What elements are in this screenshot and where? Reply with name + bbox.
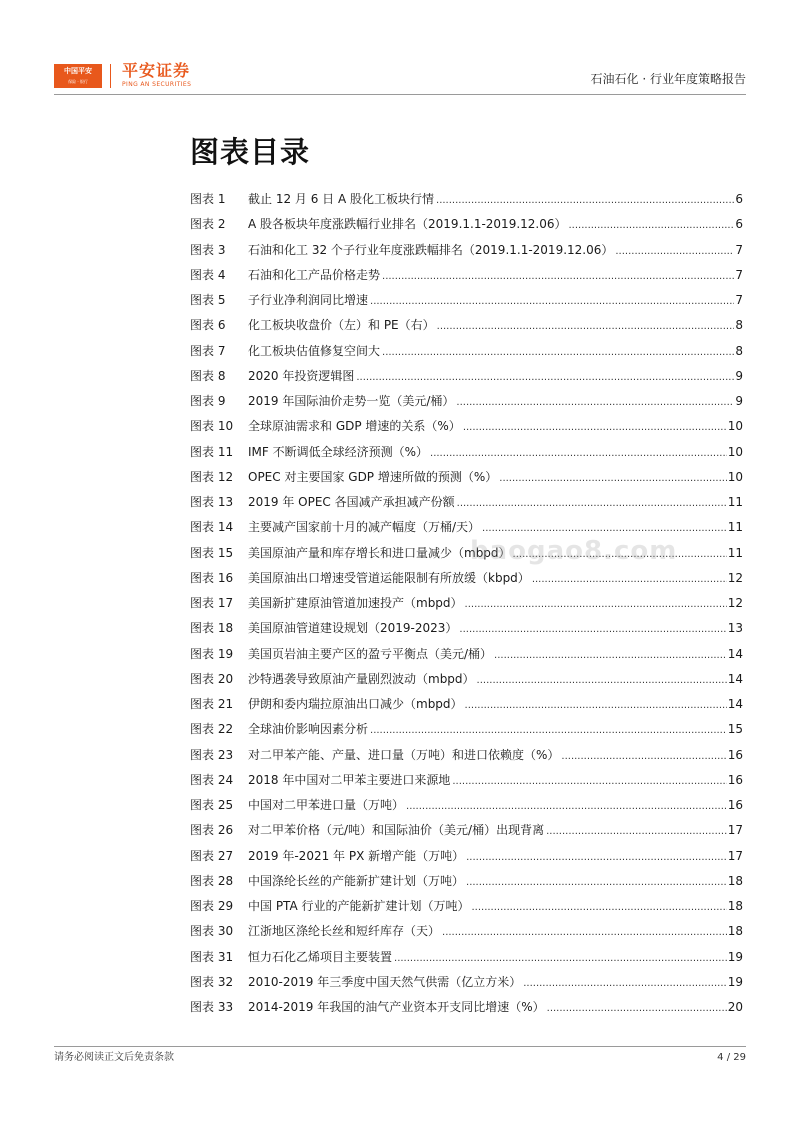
toc-entry-label: 图表 18 — [190, 621, 234, 636]
toc-entry-title[interactable]: 2019 年-2021 年 PX 新增产能（万吨） — [248, 848, 465, 863]
toc-dot-leader — [499, 466, 726, 491]
toc-entry-title[interactable]: 伊朗和委内瑞拉原油出口减少（mbpd） — [248, 697, 463, 711]
toc-entry-page[interactable]: 20 — [727, 1000, 743, 1014]
toc-entry-title[interactable]: 2019 年 OPEC 各国减产承担减产份额 — [248, 495, 455, 509]
toc-entry-page[interactable]: 18 — [727, 899, 743, 913]
toc-entry-page[interactable]: 6 — [735, 217, 743, 232]
toc-dot-leader — [459, 617, 726, 642]
toc-entry[interactable] — [190, 717, 743, 742]
header-divider — [54, 94, 746, 95]
toc-entry[interactable] — [190, 844, 743, 869]
toc-entry-title[interactable]: IMF 不断调低全球经济预测（%） — [248, 444, 429, 459]
toc-entry-label: 图表 25 — [190, 798, 234, 812]
toc-entry[interactable] — [190, 187, 743, 212]
toc-dot-leader — [356, 365, 734, 390]
toc-entry-label: 图表 32 — [190, 974, 234, 989]
toc-entry-page[interactable]: 16 — [727, 772, 743, 787]
toc-entry[interactable] — [190, 793, 743, 818]
toc-entry-label: 图表 30 — [190, 924, 234, 939]
toc-entry-page[interactable]: 12 — [727, 596, 743, 610]
toc-entry-label: 图表 14 — [190, 520, 234, 535]
toc-entry-page[interactable]: 14 — [727, 646, 743, 661]
toc-dot-leader — [477, 668, 727, 693]
toc-entry[interactable] — [190, 818, 743, 843]
toc-entry-label: 图表 5 — [190, 293, 226, 307]
toc-entry[interactable] — [190, 869, 743, 894]
disclaimer: 请务必阅读正文后免责条款 — [54, 1052, 174, 1063]
toc-entry[interactable] — [190, 591, 743, 616]
logo-divider — [110, 64, 111, 88]
brand-english: PING AN SECURITIES — [122, 81, 192, 88]
toc-entry-page[interactable]: 14 — [727, 671, 743, 686]
toc-entry-title[interactable]: 美国页岩油主要产区的盈亏平衡点（美元/桶） — [248, 646, 493, 661]
page-number: 4 / 29 — [717, 1052, 746, 1063]
toc-entry-page[interactable]: 16 — [727, 798, 743, 812]
toc-entry-page[interactable]: 9 — [735, 394, 743, 408]
toc-entry-title[interactable]: 化工板块估值修复空间大 — [248, 343, 381, 358]
toc-entry-label: 图表 23 — [190, 747, 234, 762]
toc-entry-label: 图表 15 — [190, 545, 234, 560]
toc-entry[interactable] — [190, 339, 743, 364]
toc-entry-title[interactable]: 截止 12 月 6 日 A 股化工板块行情 — [248, 192, 435, 206]
toc-entry-label: 图表 33 — [190, 1000, 234, 1014]
toc-entry-label: 图表 3 — [190, 242, 226, 257]
toc-dot-leader — [437, 314, 735, 339]
toc-dot-leader — [452, 769, 726, 794]
toc-entry-title[interactable]: 江浙地区涤纶长丝和短纤库存（天） — [248, 924, 441, 939]
toc-entry-label: 图表 6 — [190, 318, 226, 333]
toc-entry[interactable] — [190, 970, 743, 995]
toc-entry-label: 图表 17 — [190, 596, 234, 610]
toc-entry-title[interactable]: 中国对二甲苯进口量（万吨） — [248, 798, 405, 812]
toc-entry-label: 图表 7 — [190, 343, 226, 358]
toc-entry-label: 图表 11 — [190, 444, 234, 459]
toc-entry-label: 图表 28 — [190, 873, 234, 888]
toc-entry-title[interactable]: 2010-2019 年三季度中国天然气供需（亿立方米） — [248, 974, 522, 989]
toc-entry[interactable] — [190, 313, 743, 338]
toc-entry-label: 图表 2 — [190, 217, 226, 232]
toc-entry-page[interactable]: 19 — [727, 949, 743, 964]
toc-dot-leader — [465, 592, 727, 617]
toc-entry[interactable] — [190, 642, 743, 667]
toc-entry[interactable] — [190, 894, 743, 919]
toc-entry-label: 图表 24 — [190, 772, 234, 787]
logo-subtext: 保险 · 银行 — [68, 79, 88, 84]
pingan-logo — [54, 64, 102, 88]
toc-entry-title[interactable]: 中国 PTA 行业的产能新扩建计划（万吨） — [248, 899, 470, 913]
toc-dot-leader — [561, 744, 726, 769]
toc-entry-title[interactable]: 子行业净利润同比增速 — [248, 293, 369, 307]
toc-entry-page[interactable]: 8 — [735, 343, 743, 358]
toc-entry[interactable] — [190, 945, 743, 970]
toc-entry-page[interactable]: 18 — [727, 924, 743, 939]
toc-entry[interactable] — [190, 288, 743, 313]
toc-dot-leader — [466, 845, 727, 870]
toc-entry[interactable] — [190, 364, 743, 389]
toc-entry-page[interactable]: 11 — [727, 545, 743, 560]
toc-entry-label: 图表 12 — [190, 469, 234, 484]
toc-entry-label: 图表 27 — [190, 848, 234, 863]
toc-entry-title[interactable]: 沙特遇袭导致原油产量剧烈波动（mbpd） — [248, 671, 475, 686]
toc-entry-title[interactable]: 全球油价影响因素分析 — [248, 722, 369, 737]
toc-entry-page[interactable]: 7 — [735, 267, 743, 282]
toc-entry-page[interactable]: 15 — [727, 722, 743, 737]
footer-divider — [54, 1046, 746, 1047]
toc-entry[interactable] — [190, 490, 743, 515]
toc-entry-title[interactable]: 美国新扩建原油管道加速投产（mbpd） — [248, 596, 463, 610]
toc-dot-leader — [394, 946, 727, 971]
toc-dot-leader — [442, 920, 727, 945]
toc-dot-leader — [436, 188, 734, 213]
toc-entry-title[interactable]: 2019 年国际油价走势一览（美元/桶） — [248, 394, 455, 408]
toc-entry-label: 图表 16 — [190, 570, 234, 585]
toc-entry-title[interactable]: A 股各板块年度涨跌幅行业排名（2019.1.1-2019.12.06） — [248, 217, 567, 232]
toc-entry-label: 图表 31 — [190, 949, 234, 964]
page-header — [54, 62, 746, 92]
toc-entry-title[interactable]: 2020 年投资逻辑图 — [248, 368, 355, 383]
toc-entry[interactable] — [190, 414, 743, 439]
toc-entry[interactable] — [190, 389, 743, 414]
toc-entry-label: 图表 10 — [190, 419, 234, 434]
toc-entry-page[interactable]: 9 — [735, 368, 743, 383]
toc-entry[interactable] — [190, 616, 743, 641]
report-type: 石油石化 · 行业年度策略报告 — [590, 72, 746, 86]
toc-entry-title[interactable]: 石油和化工产品价格走势 — [248, 267, 381, 282]
toc-dot-leader — [457, 491, 727, 516]
toc-dot-leader — [569, 213, 735, 238]
toc-entry[interactable] — [190, 440, 743, 465]
toc-entry-page[interactable]: 18 — [727, 873, 743, 888]
toc-entry-title[interactable]: 全球原油需求和 GDP 增速的关系（%） — [248, 419, 461, 434]
toc-dot-leader — [471, 895, 726, 920]
toc-dot-leader — [532, 567, 727, 592]
toc-dot-leader — [465, 693, 727, 718]
toc-entry-page[interactable]: 7 — [735, 242, 743, 257]
toc-entry-label: 图表 1 — [190, 192, 226, 206]
toc-dot-leader — [406, 794, 727, 819]
toc-entry-title[interactable]: 2014-2019 年我国的油气产业资本开支同比增速（%） — [248, 1000, 545, 1014]
toc-entry-label: 图表 21 — [190, 697, 234, 711]
toc-entry-page[interactable]: 16 — [727, 747, 743, 762]
toc-entry-label: 图表 19 — [190, 646, 234, 661]
toc-entry-title[interactable]: OPEC 对主要国家 GDP 增速所做的预测（%） — [248, 469, 498, 484]
toc-entry-title[interactable]: 中国涤纶长丝的产能新扩建计划（万吨） — [248, 873, 465, 888]
toc-entry-page[interactable]: 17 — [727, 848, 743, 863]
toc-entry-title[interactable]: 美国原油出口增速受管道运能限制有所放缓（kbpd） — [248, 570, 530, 585]
toc-entry-label: 图表 13 — [190, 495, 234, 509]
toc-dot-leader — [382, 264, 734, 289]
toc-entry[interactable] — [190, 212, 743, 237]
toc-entry-title[interactable]: 石油和化工 32 个子行业年度涨跌幅排名（2019.1.1-2019.12.06） — [248, 242, 614, 257]
toc-entry-title[interactable]: 恒力石化乙烯项目主要装置 — [248, 949, 393, 964]
toc-entry-label: 图表 9 — [190, 394, 226, 408]
toc-dot-leader — [547, 996, 727, 1021]
toc-dot-leader — [523, 971, 726, 996]
toc-entry[interactable] — [190, 263, 743, 288]
toc-entry-page[interactable]: 12 — [727, 570, 743, 585]
toc-dot-leader — [466, 870, 727, 895]
toc-entry[interactable] — [190, 995, 743, 1020]
toc-entry-label: 图表 20 — [190, 671, 234, 686]
toc-entry-page[interactable]: 17 — [727, 823, 743, 838]
toc-entry-label: 图表 4 — [190, 267, 226, 282]
toc-entry-title[interactable]: 美国原油管道建设规划（2019-2023） — [248, 621, 458, 636]
toc-entry-page[interactable]: 10 — [727, 444, 743, 459]
toc-entry-page[interactable]: 11 — [727, 520, 743, 535]
toc-entry-page[interactable]: 10 — [727, 469, 743, 484]
toc-dot-leader — [382, 340, 734, 365]
watermark: baogao8.com — [470, 536, 678, 566]
toc-entry-page[interactable]: 6 — [735, 192, 743, 206]
toc-entry-title[interactable]: 美国原油产量和库存增长和进口量减少（mbpd） — [248, 545, 511, 560]
toc-dot-leader — [430, 441, 727, 466]
toc-dot-leader — [370, 718, 727, 743]
toc-entry-page[interactable]: 11 — [727, 495, 743, 509]
toc-entry-label: 图表 26 — [190, 823, 234, 838]
toc-entry[interactable] — [190, 692, 743, 717]
page-title: 图表目录 — [190, 135, 311, 169]
toc-entry-page[interactable]: 13 — [727, 621, 743, 636]
toc-entry[interactable] — [190, 743, 743, 768]
logo-text: 中国平安 — [64, 67, 92, 75]
brand-name: 平安证券 — [122, 61, 191, 80]
toc-dot-leader — [615, 239, 734, 264]
toc-entry[interactable] — [190, 667, 743, 692]
toc-entry-label: 图表 22 — [190, 722, 234, 737]
toc-dot-leader — [456, 390, 734, 415]
toc-entry-page[interactable]: 7 — [735, 293, 743, 307]
toc-entry[interactable] — [190, 919, 743, 944]
toc-entry-page[interactable]: 10 — [727, 419, 743, 434]
toc-dot-leader — [494, 643, 727, 668]
toc-entry-page[interactable]: 14 — [727, 697, 743, 711]
toc-dot-leader — [370, 289, 734, 314]
toc-entry[interactable] — [190, 238, 743, 263]
toc-dot-leader — [463, 415, 727, 440]
toc-dot-leader — [546, 819, 727, 844]
toc-entry-title[interactable]: 主要减产国家前十月的减产幅度（万桶/天） — [248, 520, 481, 535]
toc-entry-title[interactable]: 2018 年中国对二甲苯主要进口来源地 — [248, 772, 451, 787]
toc-entry-page[interactable]: 8 — [735, 318, 743, 333]
toc-entry-page[interactable]: 19 — [727, 974, 743, 989]
toc-entry[interactable] — [190, 768, 743, 793]
toc-entry-title[interactable]: 对二甲苯价格（元/吨）和国际油价（美元/桶）出现背离 — [248, 823, 545, 838]
toc-entry[interactable] — [190, 465, 743, 490]
toc-entry-label: 图表 8 — [190, 368, 226, 383]
toc-entry-title[interactable]: 化工板块收盘价（左）和 PE（右） — [248, 318, 435, 333]
toc-entry-title[interactable]: 对二甲苯产能、产量、进口量（万吨）和进口依赖度（%） — [248, 747, 560, 762]
toc-list — [190, 187, 743, 1020]
toc-entry[interactable] — [190, 566, 743, 591]
toc-entry-label: 图表 29 — [190, 899, 234, 913]
